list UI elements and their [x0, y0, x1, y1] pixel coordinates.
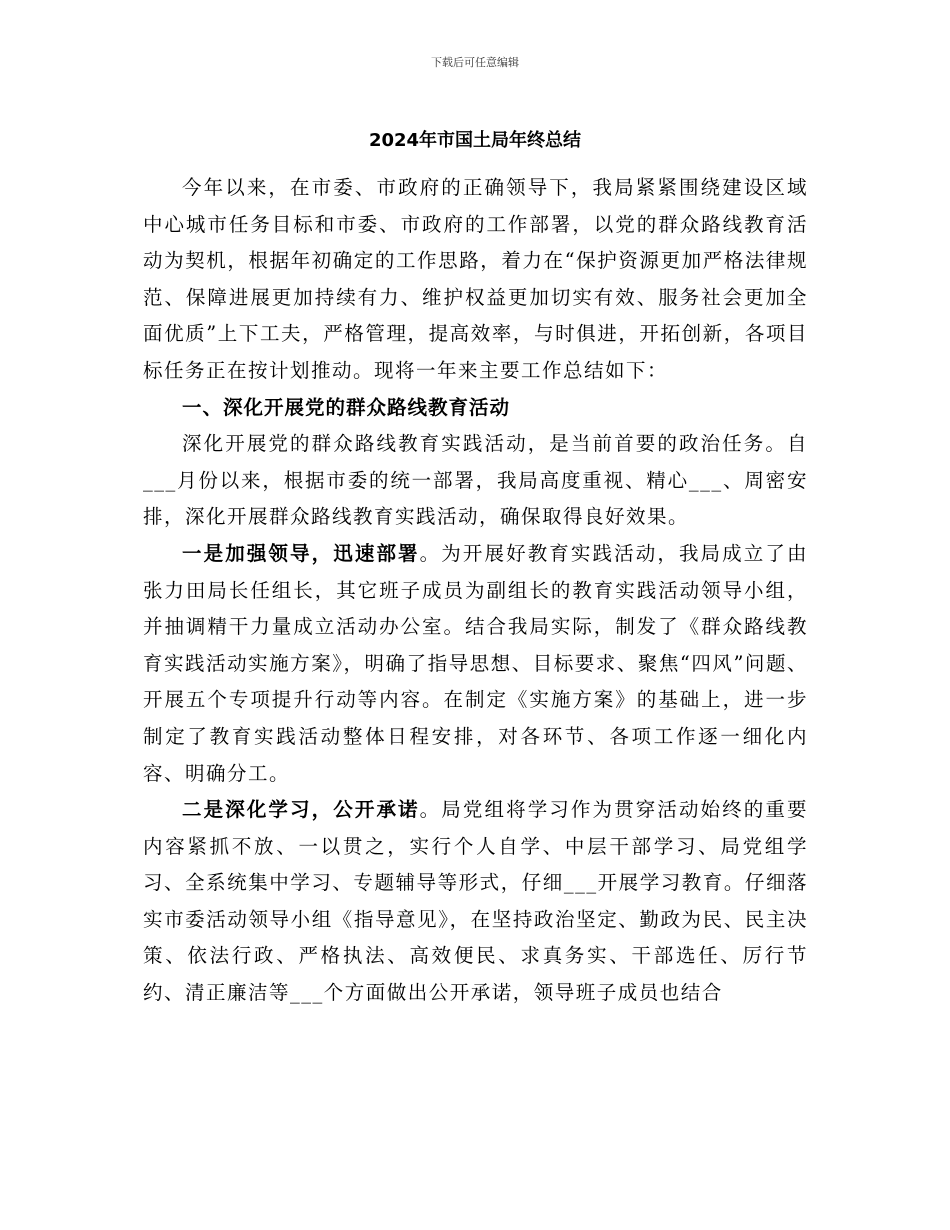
- section-heading: 一、深化开展党的群众路线教育活动: [182, 395, 511, 419]
- item-text-1: 。为开展好教育实践活动，我局成立了由张力田局长任组长，其它班子成员为副组长的教育实践活动领导小组，并抽调精干力量成立活动办公室。结合我局实际，制发了《群众路线教育实践活动实施方案》，明确了指导思想、目标要求、聚焦“四风”问题、开展五个专项提升行动等内容。在制定《实施方案》的基础上，进一步制定了教育实践活动整体日程安排，对各环节、各项工作逐一细化内容、明确分工。: [143, 541, 808, 785]
- section-paragraph: 深化开展党的群众路线教育实践活动，是当前首要的政治任务。自___月份以来，根据市委的统一部署，我局高度重视、精心___、周密安排，深化开展群众路线教育实践活动，确保取得良好效果。: [143, 432, 808, 529]
- item-lead-2: 二是深化学习，公开承诺: [182, 798, 420, 822]
- item-text-2: 。局党组将学习作为贯穿活动始终的重要内容紧抓不放、一以贯之，实行个人自学、中层干部学习、局党组学习、全系统集中学习、专题辅导等形式，仔细___开展学习教育。仔细落实市委活动领导小组《指导意见》，在坚持政治坚定、勤政为民、民主决策、依法行政、严格执法、高效便民、求真务实、干部选任、厉行节约、清正廉洁等___个方面做出公开承诺，领导班子成员也结合: [143, 798, 808, 1005]
- item-paragraph-1: [143, 536, 808, 792]
- intro-paragraph: 今年以来，在市委、市政府的正确领导下，我局紧紧围绕建设区域中心城市任务目标和市委、市政府的工作部署，以党的群众路线教育活动为契机，根据年初确定的工作思路，着力在“保护资源更加严格法律规范、保障进展更加持续有力、维护权益更加切实有效、服务社会更加全面优质”上下工夫，严格管理，提高效率，与时俱进，开拓创新，各项目标任务正在按计划推动。现将一年来主要工作总结如下：: [143, 176, 808, 382]
- document-body: [143, 170, 808, 1012]
- header-note: 下载后可任意编辑: [431, 56, 519, 69]
- document-title: 2024年市国土局年终总结: [368, 130, 582, 151]
- item-paragraph-2: [143, 792, 808, 1012]
- item-lead-1: 一是加强领导，迅速部署: [182, 541, 420, 565]
